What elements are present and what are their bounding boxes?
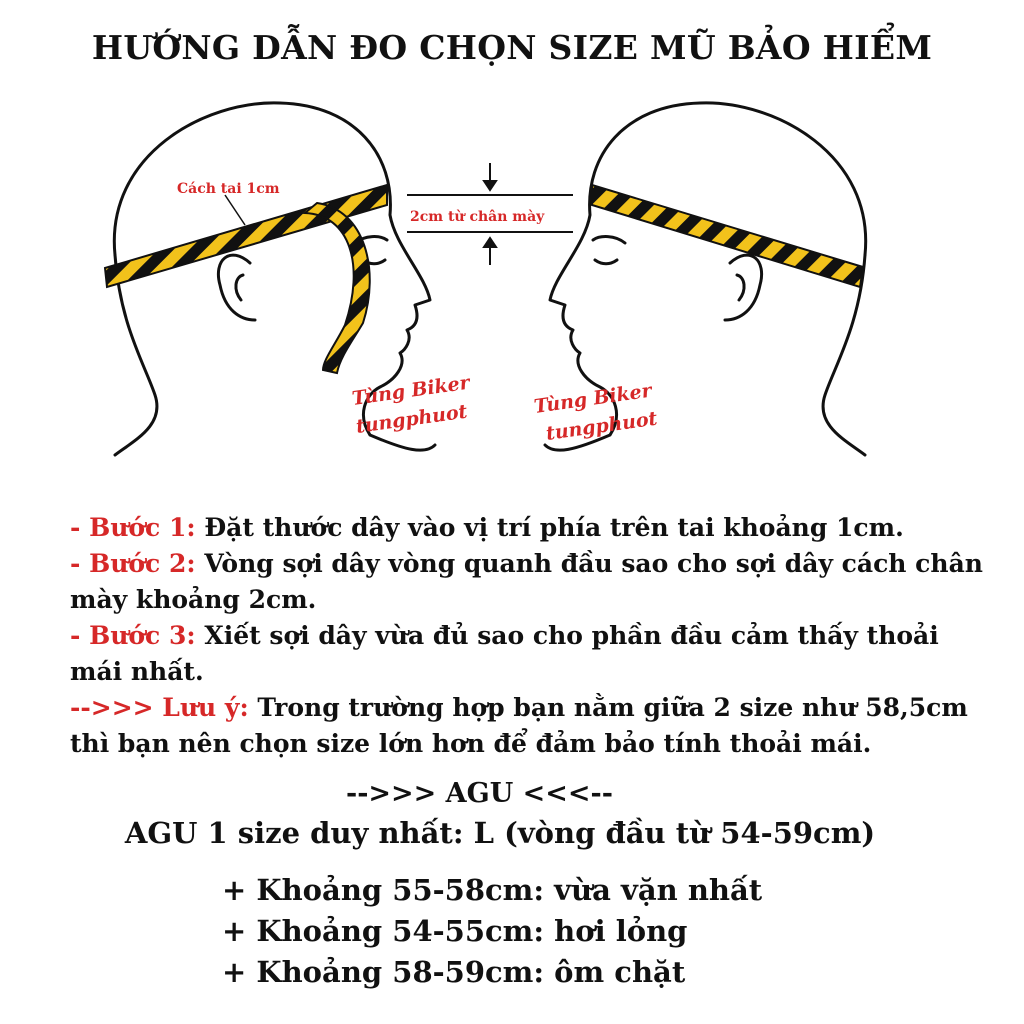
step-2: - Bước 2: Vòng sợi dây vòng quanh đầu sao cho sợi dây cách chân mày khoảng 2cm. bbox=[70, 549, 983, 614]
svg-text:Tùng Biker: Tùng Biker bbox=[532, 379, 654, 418]
measurement-steps bbox=[70, 510, 990, 762]
brow-distance-label: 2cm từ chân mày bbox=[410, 209, 545, 225]
left-tape-strap bbox=[305, 203, 370, 373]
ear-pointer-line bbox=[225, 195, 245, 225]
watermark-left bbox=[351, 371, 473, 438]
svg-text:tungphuot: tungphuot bbox=[354, 400, 469, 438]
agu-size-info: AGU 1 size duy nhất: L (vòng đầu từ 54-59cm) bbox=[124, 816, 876, 850]
step-1: - Bước 1: Đặt thước dây vào vị trí phía trên tai khoảng 1cm. bbox=[70, 513, 904, 542]
step-3: - Bước 3: Xiết sợi dây vừa đủ sao cho phần đầu cảm thấy thoải mái nhất. bbox=[70, 621, 939, 686]
svg-text:tungphuot: tungphuot bbox=[544, 407, 659, 445]
range-item: + Khoảng 55-58cm: vừa vặn nhất bbox=[222, 873, 763, 907]
watermark-right bbox=[533, 379, 659, 445]
range-item: + Khoảng 58-59cm: ôm chặt bbox=[222, 955, 686, 989]
note: -->>> Lưu ý: Trong trường hợp bạn nằm giữa 2 size như 58,5cm thì bạn nên chọn size lớn hơn để đảm bảo tính thoải mái. bbox=[70, 693, 968, 758]
agu-heading: -->>> AGU <<<-- bbox=[346, 778, 613, 809]
page-title: HƯỚNG DẪN ĐO CHỌN SIZE MŨ BẢO HIỂM bbox=[91, 28, 933, 67]
svg-text:Tùng Biker: Tùng Biker bbox=[350, 371, 472, 410]
ear-distance-label: Cách tai 1cm bbox=[177, 181, 280, 197]
right-measuring-tape bbox=[592, 185, 863, 287]
range-item: + Khoảng 54-55cm: hơi lỏng bbox=[222, 914, 688, 948]
size-ranges bbox=[222, 870, 762, 993]
head-measurement-diagram bbox=[95, 95, 935, 495]
